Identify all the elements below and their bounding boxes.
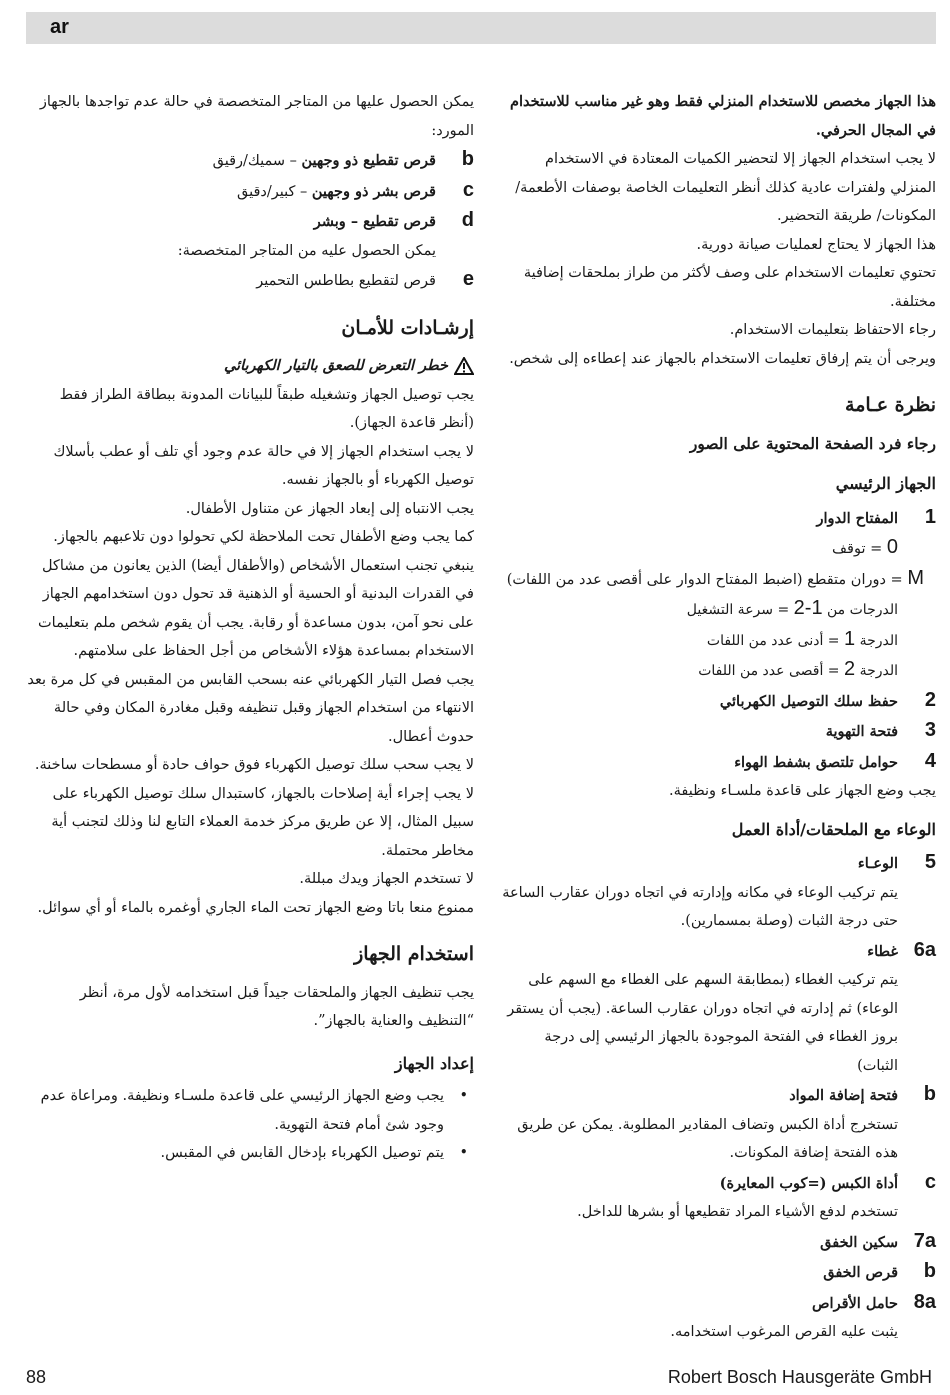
safety-line: كما يجب وضع الأطفال تحت الملاحظة لكي تحولوا دون تلاعبهم بالجهاز.	[53, 529, 474, 545]
item-1	[500, 503, 936, 534]
item-label: حوامل تلتصق بشفط الهواء	[734, 753, 898, 771]
disc-e	[24, 265, 474, 296]
item-label: قرص لتقطيع بطاطس التحمير	[256, 273, 436, 289]
item-number: b	[461, 148, 474, 170]
overview-sub: رجاء فرد الصفحة المحتوية على الصور	[689, 433, 936, 453]
item-detail: – كبير/دقيق	[237, 183, 312, 200]
item-6a-text: يتم تركيب الغطاء (بمطابقة السهم على الغطاء مع السهم على الوعاء) ثم إدارته في اتجاه دوران عقارب الساعة. (يجب أن يستقر بروز الغطاء في الفتحة الموجودة بالجهاز الرئيسي إلى درجة الثبات)	[507, 972, 898, 1074]
item-number: c	[924, 1170, 936, 1193]
item-number: d	[461, 209, 474, 231]
item-8a-text: يثبت عليه القرص المرغوب استخدامه.	[670, 1324, 898, 1340]
disc-b	[24, 145, 474, 176]
safety-line: يجب الانتباه إلى إبعاد الجهاز عن متناول الأطفال.	[185, 500, 474, 517]
item-number: 4	[924, 749, 936, 772]
item-number: b	[923, 1083, 936, 1105]
item-2	[500, 686, 936, 717]
item-3	[500, 716, 936, 747]
intro-line: ويرجى أن يتم إرفاق تعليمات الاستخدام بالجهاز عند إعطاءه إلى شخص.	[509, 350, 936, 367]
item-6c	[500, 1168, 936, 1199]
item-5	[500, 848, 936, 879]
safety-line: لا يجب إجراء أية إصلاحات بالجهاز، كاستبدال سلك توصيل الكهرباء على سبيل المثال، إلا عن طريق مركز خدمة العملاء التابع لنا وذلك لتجنب أية مخاطر محتملة.	[51, 785, 474, 859]
item-6c-text: تستخدم لدفع الأشياء المراد تقطيعها أو بشرها للداخل.	[577, 1204, 898, 1220]
safety-line: يجب توصيل الجهاز وتشغيله طبقاً للبيانات المدونة ببطاقة الطراز فقط (أنظر قاعدة الجهاز).	[59, 386, 474, 431]
item-label: قرص تقطيع – وبشر	[313, 213, 436, 230]
item-label: غطاء	[867, 942, 898, 960]
intro-line: هذا الجهاز لا يحتاج لعمليات صيانة دورية.	[696, 236, 936, 253]
safety-line: لا تستخدم الجهاز ويدك مبللة.	[299, 871, 474, 887]
warning-heading	[24, 352, 474, 381]
item-7b	[500, 1257, 936, 1288]
safety-line: ينبغي تجنب استعمال الأشخاص (والأطفال أيضا) الذين يعانون من مشاكل في القدرات البدنية أو الحسية أو الذهنية قد تحول دون استخدامهم الجهاز على نحو آمن، بدون مساعدة أو رقابة. يجب أن يقوم شخص ملم بتعليمات الاستخدام بمساعدة هؤلاء الأشخاص من أجل الحفاظ على سلامتهم.	[38, 557, 474, 659]
item-number: 3	[924, 719, 936, 741]
intro-line: رجاء الاحتفاظ بتعليمات الاستخدام.	[729, 322, 936, 338]
warning-triangle-icon	[454, 357, 474, 375]
item-7a	[500, 1227, 936, 1258]
safety-line: يجب فصل التيار الكهربائي عنه بسحب القابس من المقبس في كل مرة بعد الانتهاء من استخدام الجهاز وقبل تنظيفه وقبل مغادرة المكان وفي حالة حدوث أعطال.	[27, 671, 474, 745]
intro-bold: هذا الجهاز مخصص للاستخدام المنزلي فقط وهو غير مناسب للاستخدام في المجال الحرفي.	[509, 93, 936, 139]
safety-title: إرشـادات للأمـان	[341, 316, 474, 339]
intro-line: لا يجب استخدام الجهاز إلا لتحضير الكميات المعتادة في الاستخدام المنزلي ولفترات عادية كذلك أنظر التعليمات الخاصة بوصفات الأطعمة/المكونات/ طريقة التحضير.	[515, 151, 936, 224]
safety-line: لا يجب استخدام الجهاز إلا في حالة عدم وجود أي تلف أو عطب بأسلاك توصيل الكهرباء أو بالجهاز نفسه.	[53, 443, 474, 488]
switch-level-1: الدرجة 1 = أدنى عدد من اللفات	[706, 627, 898, 650]
item-label: الوعـاء	[857, 855, 898, 872]
language-code: ar	[50, 16, 69, 38]
page-number: 88	[26, 1367, 47, 1387]
switch-off: 0 = توقف	[832, 536, 898, 558]
item-number: e	[462, 268, 474, 290]
usage-text: يجب تنظيف الجهاز والملحقات جيداً قبل استخدامه لأول مرة، أنظر “التنظيف والعناية بالجهاز”.	[79, 984, 474, 1029]
disc-c	[24, 176, 474, 207]
item-number: 6a	[913, 938, 936, 961]
warning-title: خطر التعرض للصعق بالتيار الكهربائي	[223, 357, 448, 374]
item-label: حفظ سلك التوصيل الكهربائي	[719, 692, 898, 710]
item-label: أداة الكبس (=كوب المعايرة)	[719, 1174, 898, 1192]
item-number: 7a	[913, 1229, 936, 1252]
item-number: 5	[924, 851, 936, 873]
switch-level-2: الدرجة 2 = أقصى عدد من اللفات	[698, 658, 898, 680]
item-number: 1	[924, 505, 936, 528]
disc-d-avail: يمكن الحصول عليه من المتاجر المتخصصة:	[177, 242, 436, 259]
disc-d	[24, 206, 474, 237]
prep-bullet: • يتم توصيل الكهرباء بإدخال القابس في المقبس.	[24, 1139, 474, 1168]
main-device-title: الجهاز الرئيسي	[835, 474, 936, 493]
switch-m: M = دوران متقطع (اضبط المفتاح الدوار على أقصى عدد من اللفات)	[506, 566, 924, 589]
item-label: قرص تقطيع ذو وجهين	[301, 152, 436, 169]
usage-title: استخدام الجهاز	[354, 943, 474, 965]
switch-range: الدرجات من 1-2 = سرعة التشغيل	[686, 597, 898, 619]
item-label: فتحة إضافة المواد	[789, 1087, 898, 1104]
right-column	[500, 88, 936, 1347]
item-label: المفتاح الدوار	[816, 509, 898, 527]
item-label: سكين الخفق	[820, 1233, 898, 1251]
intro-line: تحتوي تعليمات الاستخدام على وصف لأكثر من طراز بملحقات إضافية مختلفة.	[523, 265, 936, 310]
prep-bullet: • يجب وضع الجهاز الرئيسي على قاعدة ملسـاء ونظيفة. ومراعاة عدم وجود شئ أمام فتحة التهوية.	[24, 1082, 474, 1139]
place-note: يجب وضع الجهاز على قاعدة ملسـاء ونظيفة.	[669, 783, 936, 799]
company-name: Robert Bosch Hausgeräte GmbH	[667, 1367, 932, 1387]
item-number: 2	[924, 688, 936, 711]
item-label: قرص الخفق	[823, 1264, 898, 1281]
header-bar	[26, 12, 936, 44]
item-5-text: يتم تركيب الوعاء في مكانه وإدارته في اتجاه دوران عقارب الساعة حتى درجة الثبات (وصلة بمسمارين).	[502, 884, 898, 929]
item-6a	[500, 936, 936, 967]
item-label: فتحة التهوية	[825, 723, 898, 740]
item-label: قرص بشر ذو وجهين	[311, 182, 436, 200]
item-6b-text: تستخرج أداة الكبس وتضاف المقادير المطلوبة. يمكن عن طريق هذه الفتحة إضافة المكونات.	[517, 1116, 898, 1161]
left-column	[24, 88, 474, 1168]
prep-title: إعداد الجهاز	[394, 1053, 474, 1073]
item-number: b	[923, 1260, 936, 1282]
bowl-title: الوعاء مع الملحقات/أداة العمل	[731, 819, 936, 839]
overview-title: نظرة عـامة	[845, 394, 936, 416]
item-detail: – سميك/رقيق	[212, 153, 302, 169]
item-8a	[500, 1288, 936, 1319]
safety-line: ممنوع منعا باتا وضع الجهاز تحت الماء الجاري أوغمره بالماء أو أي سوائل.	[37, 899, 474, 916]
item-4	[500, 747, 936, 778]
avail-text: يمكن الحصول عليها من المتاجر المتخصصة في حالة عدم تواجدها بالجهاز المورد:	[39, 94, 474, 139]
item-6b	[500, 1080, 936, 1111]
safety-line: لا يجب سحب سلك توصيل الكهرباء فوق حواف حادة أو مسطحات ساخنة.	[34, 757, 474, 773]
item-number: 8a	[913, 1290, 936, 1313]
item-number: c	[462, 178, 474, 201]
item-label: حامل الأقراص	[812, 1294, 898, 1312]
